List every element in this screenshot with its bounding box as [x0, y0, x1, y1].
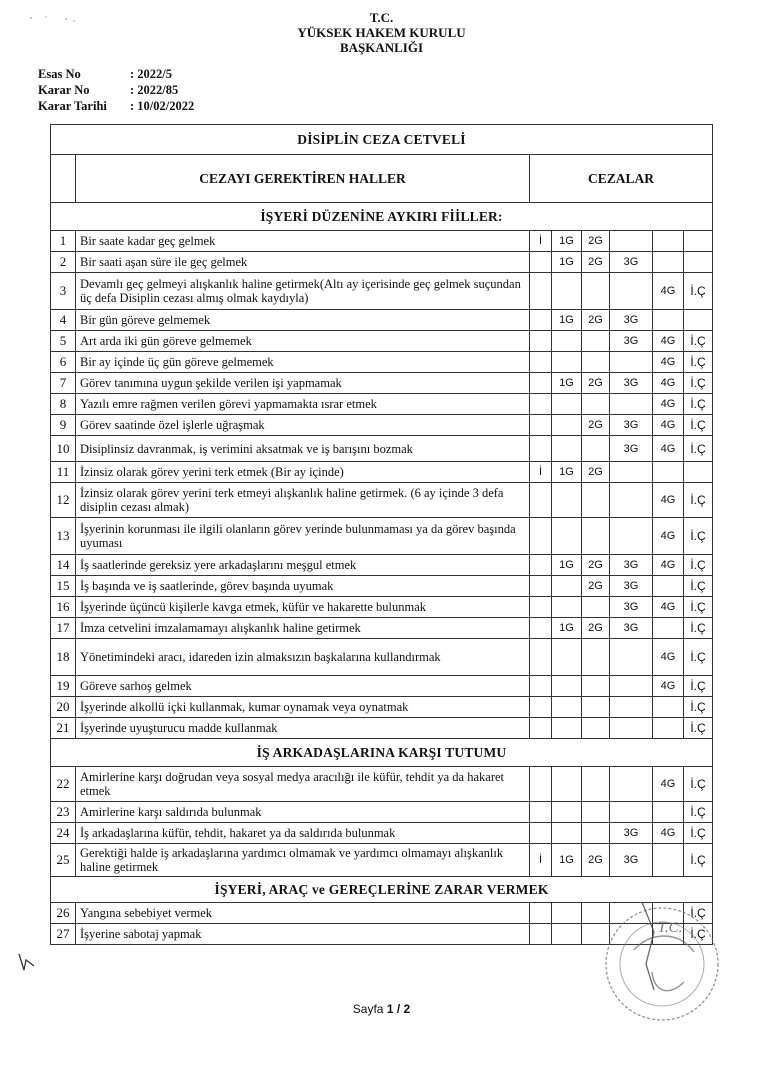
penalty-cell — [684, 462, 713, 483]
penalty-cell — [530, 436, 552, 462]
penalty-cell — [530, 394, 552, 415]
penalty-cell — [530, 597, 552, 618]
case-meta — [38, 66, 194, 114]
penalty-cell: İ.Ç — [684, 924, 713, 945]
penalty-cell — [530, 697, 552, 718]
penalty-cell — [530, 576, 552, 597]
penalty-cell: İ — [530, 231, 552, 252]
penalty-cell: 4G — [653, 373, 684, 394]
penalty-cell: 3G — [610, 618, 653, 639]
row-number: 3 — [51, 273, 76, 310]
penalty-cell — [653, 231, 684, 252]
row-number: 19 — [51, 676, 76, 697]
table-row — [51, 597, 713, 618]
penalty-cell — [582, 436, 610, 462]
penalty-cell: 3G — [610, 415, 653, 436]
row-number: 15 — [51, 576, 76, 597]
penalty-cell: İ.Ç — [684, 618, 713, 639]
penalty-cell — [582, 767, 610, 802]
table-row — [51, 576, 713, 597]
penalty-cell — [582, 823, 610, 844]
offense-description: İşyerine sabotaj yapmak — [76, 924, 530, 945]
penalty-cell: 1G — [552, 231, 582, 252]
penalty-cell — [610, 676, 653, 697]
offense-description: Art arda iki gün göreve gelmemek — [76, 331, 530, 352]
penalty-cell: 2G — [582, 844, 610, 877]
meta-label: Karar Tarihi — [38, 99, 107, 113]
row-number: 7 — [51, 373, 76, 394]
penalty-cell — [684, 231, 713, 252]
penalty-cell — [530, 352, 552, 373]
row-number: 2 — [51, 252, 76, 273]
row-number: 24 — [51, 823, 76, 844]
penalty-cell: 3G — [610, 597, 653, 618]
table-row — [51, 844, 713, 877]
penalty-cell — [552, 697, 582, 718]
penalty-cell: İ.Ç — [684, 555, 713, 576]
table-row — [51, 802, 713, 823]
penalty-cell: 3G — [610, 576, 653, 597]
row-number: 8 — [51, 394, 76, 415]
penalty-cell — [582, 597, 610, 618]
penalty-cell — [684, 252, 713, 273]
penalty-cell — [653, 802, 684, 823]
penalty-cell: İ.Ç — [684, 483, 713, 518]
penalty-cell: 2G — [582, 310, 610, 331]
penalty-cell: 4G — [653, 436, 684, 462]
penalty-cell: İ.Ç — [684, 597, 713, 618]
penalty-cell — [552, 903, 582, 924]
penalty-cell — [610, 394, 653, 415]
penalty-cell: 1G — [552, 555, 582, 576]
penalty-cell — [610, 231, 653, 252]
offense-description: Görev tanımına uygun şekilde verilen işi yapmamak — [76, 373, 530, 394]
penalty-cell — [530, 555, 552, 576]
offense-description: İş başında ve iş saatlerinde, görev başında uyumak — [76, 576, 530, 597]
meta-value: : 2022/5 — [130, 67, 173, 81]
penalty-cell: 4G — [653, 483, 684, 518]
penalty-cell: 2G — [582, 618, 610, 639]
penalty-cell: İ.Ç — [684, 373, 713, 394]
header-blank-cell — [51, 155, 76, 203]
offense-description: Devamlı geç gelmeyi alışkanlık haline getirmek(Altı ay içerisinde geç gelmek suçundan üç defa Disiplin cezası almış olmak kaydıyla) — [76, 273, 530, 310]
penalty-cell: 4G — [653, 676, 684, 697]
penalty-cell: 4G — [653, 597, 684, 618]
penalty-cell: 3G — [610, 252, 653, 273]
footer-page-number: 1 / 2 — [386, 1002, 411, 1016]
offense-description: Yönetimindeki aracı, idareden izin almaksızın başkalarına kullandırmak — [76, 639, 530, 676]
penalty-cell — [552, 394, 582, 415]
offense-description: İş saatlerinde gereksiz yere arkadaşlarını meşgul etmek — [76, 555, 530, 576]
offense-description: Yangına sebebiyet vermek — [76, 903, 530, 924]
penalty-cell — [610, 273, 653, 310]
row-number: 12 — [51, 483, 76, 518]
penalty-cell: 3G — [610, 373, 653, 394]
row-number: 11 — [51, 462, 76, 483]
penalty-cell — [582, 331, 610, 352]
penalty-table — [50, 124, 713, 945]
penalty-cell — [552, 639, 582, 676]
penalty-cell — [582, 697, 610, 718]
penalty-cell: 3G — [610, 555, 653, 576]
penalty-cell — [530, 767, 552, 802]
header-institution: YÜKSEK HAKEM KURULU — [297, 25, 466, 40]
page-footer — [0, 1002, 763, 1016]
meta-value: : 2022/85 — [130, 83, 179, 97]
penalty-cell: İ.Ç — [684, 823, 713, 844]
offense-description: İşyerinin korunması ile ilgili olanların görev yerinde bulunmaması ya da görev başında uyuması — [76, 518, 530, 555]
penalty-cell — [530, 924, 552, 945]
row-number: 22 — [51, 767, 76, 802]
penalty-cell — [653, 618, 684, 639]
penalty-cell — [552, 676, 582, 697]
row-number: 17 — [51, 618, 76, 639]
meta-value: : 10/02/2022 — [130, 99, 195, 113]
table-row — [51, 697, 713, 718]
penalty-cell — [684, 310, 713, 331]
meta-esas — [38, 66, 194, 82]
table-row — [51, 462, 713, 483]
offense-description: İzinsiz olarak görev yerini terk etmeyi alışkanlık haline getirmek. (6 ay içinde 3 defa disiplin cezası almak) — [76, 483, 530, 518]
offense-description: İşyerinde üçüncü kişilerle kavga etmek, küfür ve hakarette bulunmak — [76, 597, 530, 618]
penalty-cell: 1G — [552, 252, 582, 273]
row-number: 16 — [51, 597, 76, 618]
offense-description: Amirlerine karşı doğrudan veya sosyal medya aracılığı ile küfür, tehdit ya da hakaret etmek — [76, 767, 530, 802]
table-row — [51, 352, 713, 373]
offense-description: Bir gün göreve gelmemek — [76, 310, 530, 331]
table-row — [51, 252, 713, 273]
section-row — [51, 203, 713, 231]
penalty-cell — [610, 462, 653, 483]
penalty-cell: İ.Ç — [684, 802, 713, 823]
penalty-cell: 4G — [653, 415, 684, 436]
penalty-cell — [552, 483, 582, 518]
penalty-cell — [552, 273, 582, 310]
penalty-cell: İ.Ç — [684, 331, 713, 352]
penalty-cell: 3G — [610, 823, 653, 844]
penalty-cell: İ.Ç — [684, 576, 713, 597]
table-row — [51, 555, 713, 576]
penalty-cell — [552, 802, 582, 823]
penalty-cell: İ.Ç — [684, 767, 713, 802]
penalty-cell — [552, 718, 582, 739]
table-row — [51, 518, 713, 555]
penalty-cell: 4G — [653, 394, 684, 415]
table-row — [51, 483, 713, 518]
penalty-cell: İ.Ç — [684, 436, 713, 462]
table-row — [51, 394, 713, 415]
table-row — [51, 618, 713, 639]
penalty-cell: İ.Ç — [684, 903, 713, 924]
offense-description: Yazılı emre rağmen verilen görevi yapmamakta ısrar etmek — [76, 394, 530, 415]
penalty-cell: 2G — [582, 555, 610, 576]
penalty-cell — [552, 415, 582, 436]
penalty-cell: 2G — [582, 462, 610, 483]
row-number: 1 — [51, 231, 76, 252]
meta-karar-tarihi — [38, 98, 194, 114]
penalty-cell — [582, 639, 610, 676]
penalty-cell: 4G — [653, 518, 684, 555]
table-row — [51, 676, 713, 697]
penalty-cell: İ.Ç — [684, 676, 713, 697]
penalty-cell — [530, 676, 552, 697]
penalty-cell — [530, 415, 552, 436]
penalty-cell — [530, 373, 552, 394]
column-header-row — [51, 155, 713, 203]
penalty-cell: İ.Ç — [684, 639, 713, 676]
penalty-cell: İ.Ç — [684, 273, 713, 310]
penalty-cell — [530, 518, 552, 555]
penalty-cell — [610, 483, 653, 518]
penalty-cell — [653, 844, 684, 877]
penalty-cell — [610, 767, 653, 802]
penalty-cell — [610, 697, 653, 718]
offense-description: İzinsiz olarak görev yerini terk etmek (Bir ay içinde) — [76, 462, 530, 483]
header-presidency: BAŞKANLIĞI — [339, 40, 424, 55]
table-title: DİSİPLİN CEZA CETVELİ — [51, 125, 713, 155]
penalty-cell: İ — [530, 462, 552, 483]
penalty-cell — [530, 823, 552, 844]
penalty-cell: İ — [530, 844, 552, 877]
table-row — [51, 415, 713, 436]
penalty-cell: İ.Ç — [684, 394, 713, 415]
offense-description: İşyerinde uyuşturucu madde kullanmak — [76, 718, 530, 739]
row-number: 6 — [51, 352, 76, 373]
table-row — [51, 310, 713, 331]
row-number: 25 — [51, 844, 76, 877]
offense-description: Bir saati aşan süre ile geç gelmek — [76, 252, 530, 273]
penalty-cell: İ.Ç — [684, 697, 713, 718]
penalty-cell — [653, 697, 684, 718]
penalty-cell: İ.Ç — [684, 718, 713, 739]
offense-description: Disiplinsiz davranmak, iş verimini aksatmak ve iş barışını bozmak — [76, 436, 530, 462]
row-number: 18 — [51, 639, 76, 676]
row-number: 4 — [51, 310, 76, 331]
penalty-cell — [582, 802, 610, 823]
penalty-cell: 3G — [610, 331, 653, 352]
penalty-cell: 1G — [552, 373, 582, 394]
column-header-penalties: CEZALAR — [530, 155, 713, 203]
penalty-cell: 1G — [552, 462, 582, 483]
penalty-cell — [552, 924, 582, 945]
penalty-cell: İ.Ç — [684, 844, 713, 877]
column-header-cases: CEZAYI GEREKTİREN HALLER — [76, 155, 530, 203]
row-number: 27 — [51, 924, 76, 945]
offense-description: Amirlerine karşı saldırıda bulunmak — [76, 802, 530, 823]
row-number: 20 — [51, 697, 76, 718]
offense-description: İmza cetvelini imzalamamayı alışkanlık haline getirmek — [76, 618, 530, 639]
penalty-cell — [530, 618, 552, 639]
penalty-cell — [552, 823, 582, 844]
table-row — [51, 273, 713, 310]
penalty-cell: 3G — [610, 310, 653, 331]
penalty-cell: 4G — [653, 767, 684, 802]
penalty-cell: 2G — [582, 415, 610, 436]
penalty-cell — [582, 483, 610, 518]
penalty-cell — [552, 352, 582, 373]
row-number: 10 — [51, 436, 76, 462]
penalty-cell: 1G — [552, 310, 582, 331]
row-number: 13 — [51, 518, 76, 555]
row-number: 21 — [51, 718, 76, 739]
penalty-cell: İ.Ç — [684, 352, 713, 373]
penalty-cell — [530, 718, 552, 739]
table-row — [51, 823, 713, 844]
section-title: İŞYERİ, ARAÇ ve GEREÇLERİNE ZARAR VERMEK — [51, 877, 713, 903]
footer-page-label: Sayfa — [352, 1002, 384, 1016]
table-row — [51, 231, 713, 252]
penalty-cell — [530, 483, 552, 518]
header-tc: T.C. — [369, 10, 394, 25]
table-row — [51, 718, 713, 739]
penalty-cell: 2G — [582, 373, 610, 394]
row-number: 23 — [51, 802, 76, 823]
penalty-cell — [653, 576, 684, 597]
penalty-cell: 4G — [653, 555, 684, 576]
offense-description: Bir saate kadar geç gelmek — [76, 231, 530, 252]
penalty-cell — [530, 310, 552, 331]
penalty-cell — [530, 273, 552, 310]
section-row — [51, 877, 713, 903]
penalty-cell — [582, 518, 610, 555]
penalty-cell — [530, 639, 552, 676]
offense-description: Gerektiği halde iş arkadaşlarına yardımcı olmamak ve yardımcı olmamayı alışkanlık haline getirmek — [76, 844, 530, 877]
penalty-cell: 4G — [653, 331, 684, 352]
meta-karar — [38, 82, 194, 98]
table-row — [51, 373, 713, 394]
offense-description: Görev saatinde özel işlerle uğraşmak — [76, 415, 530, 436]
section-title: İŞYERİ DÜZENİNE AYKIRI FİİLLER: — [51, 203, 713, 231]
penalty-cell — [530, 903, 552, 924]
penalty-cell — [552, 518, 582, 555]
offense-description: İş arkadaşlarına küfür, tehdit, hakaret ya da saldırıda bulunmak — [76, 823, 530, 844]
row-number: 14 — [51, 555, 76, 576]
penalty-cell — [552, 331, 582, 352]
penalty-cell: 4G — [653, 352, 684, 373]
penalty-cell: 4G — [653, 823, 684, 844]
penalty-cell — [552, 436, 582, 462]
penalty-cell — [582, 394, 610, 415]
margin-check-mark — [16, 950, 38, 974]
penalty-cell — [530, 331, 552, 352]
penalty-cell — [582, 676, 610, 697]
section-row — [51, 739, 713, 767]
offense-description: İşyerinde alkollü içki kullanmak, kumar oynamak veya oynatmak — [76, 697, 530, 718]
penalty-cell — [530, 802, 552, 823]
penalty-cell: İ.Ç — [684, 518, 713, 555]
row-number: 9 — [51, 415, 76, 436]
penalty-cell — [653, 310, 684, 331]
penalty-cell — [653, 462, 684, 483]
penalty-cell — [582, 352, 610, 373]
offense-description: Göreve sarhoş gelmek — [76, 676, 530, 697]
penalty-cell: 2G — [582, 231, 610, 252]
penalty-cell — [582, 718, 610, 739]
stamp-text: T.C. — [657, 920, 683, 936]
penalty-cell — [610, 802, 653, 823]
penalty-cell — [552, 576, 582, 597]
penalty-cell — [530, 252, 552, 273]
penalty-cell: 4G — [653, 639, 684, 676]
table-row — [51, 436, 713, 462]
section-title: İŞ ARKADAŞLARINA KARŞI TUTUMU — [51, 739, 713, 767]
table-title-row — [51, 125, 713, 155]
penalty-cell: 3G — [610, 844, 653, 877]
meta-label: Esas No — [38, 67, 81, 81]
table-row — [51, 331, 713, 352]
penalty-cell: İ.Ç — [684, 415, 713, 436]
penalty-cell: 4G — [653, 273, 684, 310]
table-row — [51, 639, 713, 676]
meta-label: Karar No — [38, 83, 90, 97]
penalty-cell — [610, 352, 653, 373]
row-number: 26 — [51, 903, 76, 924]
penalty-cell: 2G — [582, 576, 610, 597]
penalty-cell: 1G — [552, 618, 582, 639]
penalty-cell — [653, 718, 684, 739]
penalty-cell — [653, 252, 684, 273]
offense-description: Bir ay içinde üç gün göreve gelmemek — [76, 352, 530, 373]
table-row — [51, 767, 713, 802]
penalty-cell: 2G — [582, 252, 610, 273]
penalty-cell — [582, 273, 610, 310]
penalty-cell — [610, 718, 653, 739]
row-number: 5 — [51, 331, 76, 352]
penalty-cell — [552, 767, 582, 802]
penalty-cell — [552, 597, 582, 618]
penalty-cell: 3G — [610, 436, 653, 462]
penalty-cell — [610, 639, 653, 676]
penalty-cell — [610, 518, 653, 555]
penalty-cell: 1G — [552, 844, 582, 877]
